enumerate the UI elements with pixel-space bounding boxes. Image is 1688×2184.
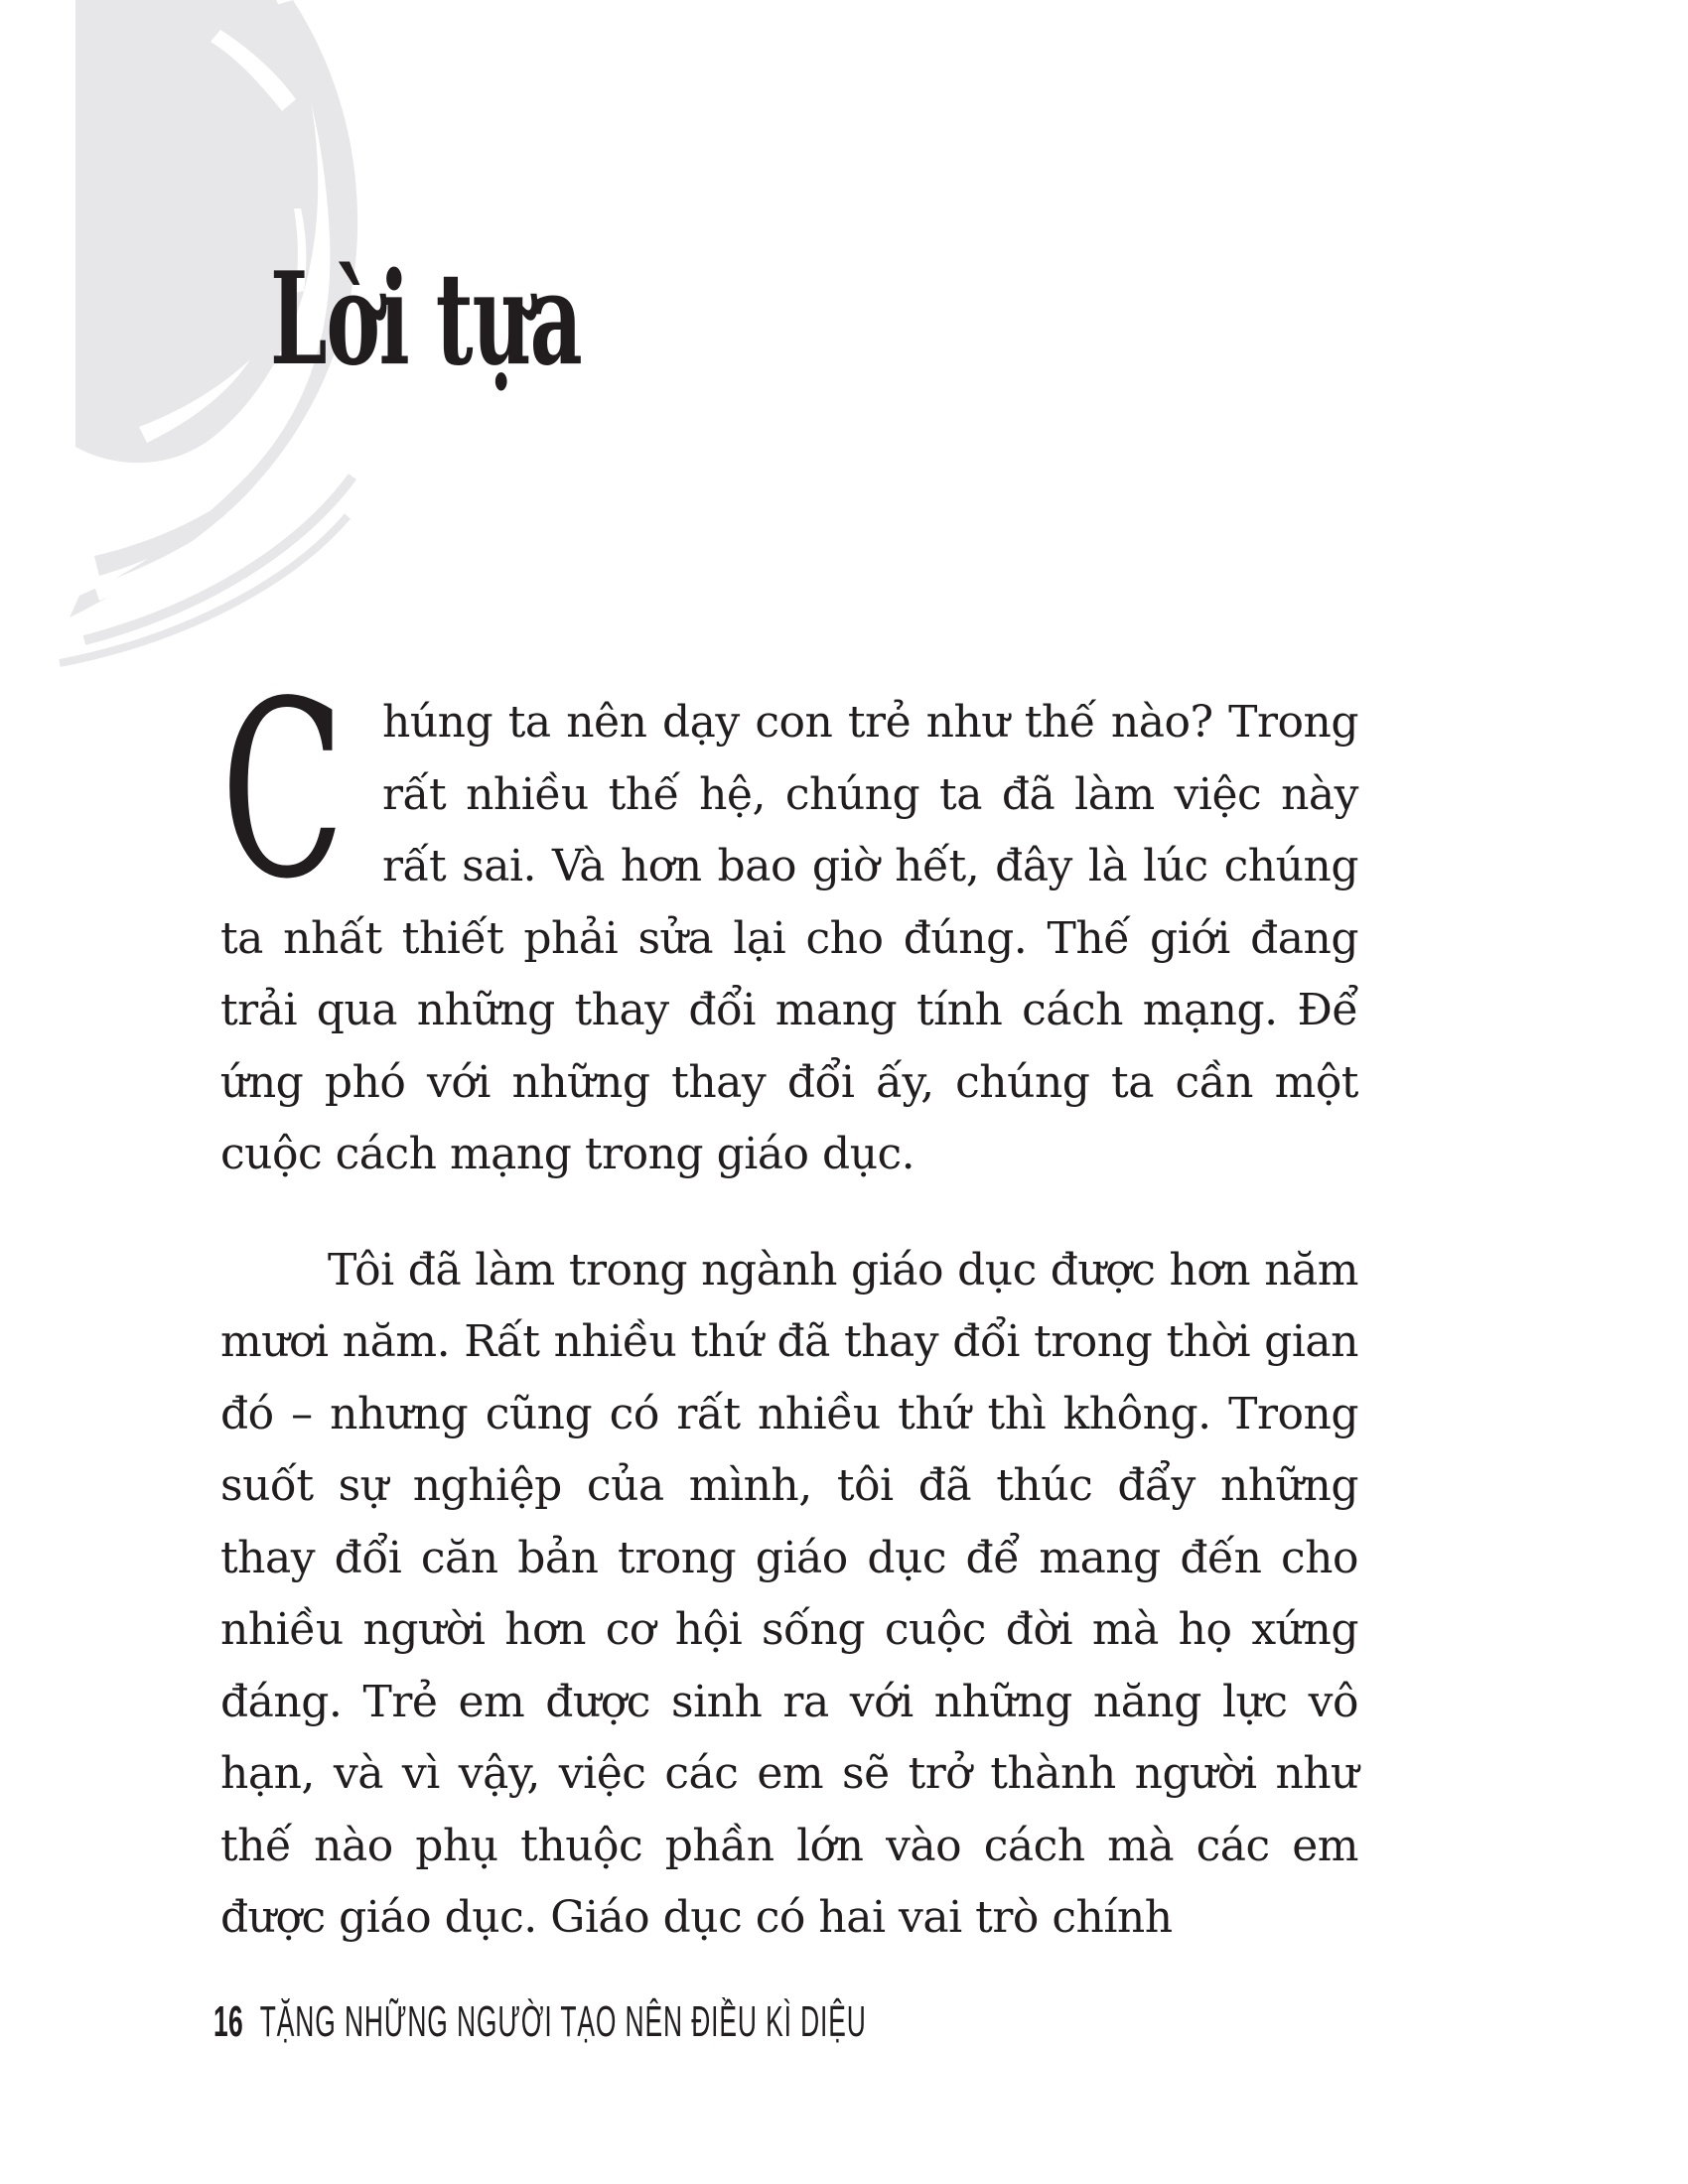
page-title: Lời tựa <box>270 245 582 394</box>
page-number: 16 <box>213 1997 243 2046</box>
body-text <box>220 649 1358 1955</box>
paragraph-1-text: húng ta nên dạy con trẻ như thế nào? Trong rất nhiều thế hệ, chúng ta đã làm việc này rất sai. Và hơn bao giờ hết, đây là lúc chúng ta nhất thiết phải sửa lại cho đúng. Thế giới đang trải qua những thay đổi mang tính cách mạng. Để ứng phó với những thay đổi ấy, chúng ta cần một cuộc cách mạng trong giáo dục. <box>220 697 1358 1179</box>
paragraph-1 <box>220 649 1358 1191</box>
paragraph-2: Tôi đã làm trong ngành giáo dục được hơn năm mươi năm. Rất nhiều thứ đã thay đổi trong thời gian đó – nhưng cũng có rất nhiều thứ thì không. Trong suốt sự nghiệp của mình, tôi đã thúc đẩy những thay đổi căn bản trong giáo dục để mang đến cho nhiều người hơn cơ hội sống cuộc đời mà họ xứng đáng. Trẻ em được sinh ra với những năng lực vô hạn, và vì vậy, việc các em sẽ trở thành người như thế nào phụ thuộc phần lớn vào cách mà các em được giáo dục. Giáo dục có hai vai trò chính <box>220 1244 1358 1943</box>
page-footer <box>213 1997 867 2046</box>
drop-cap: C <box>220 649 346 932</box>
running-title: TẶNG NHỮNG NGƯỜI TẠO NÊN ĐIỀU KÌ DIỆU <box>259 1997 867 2046</box>
